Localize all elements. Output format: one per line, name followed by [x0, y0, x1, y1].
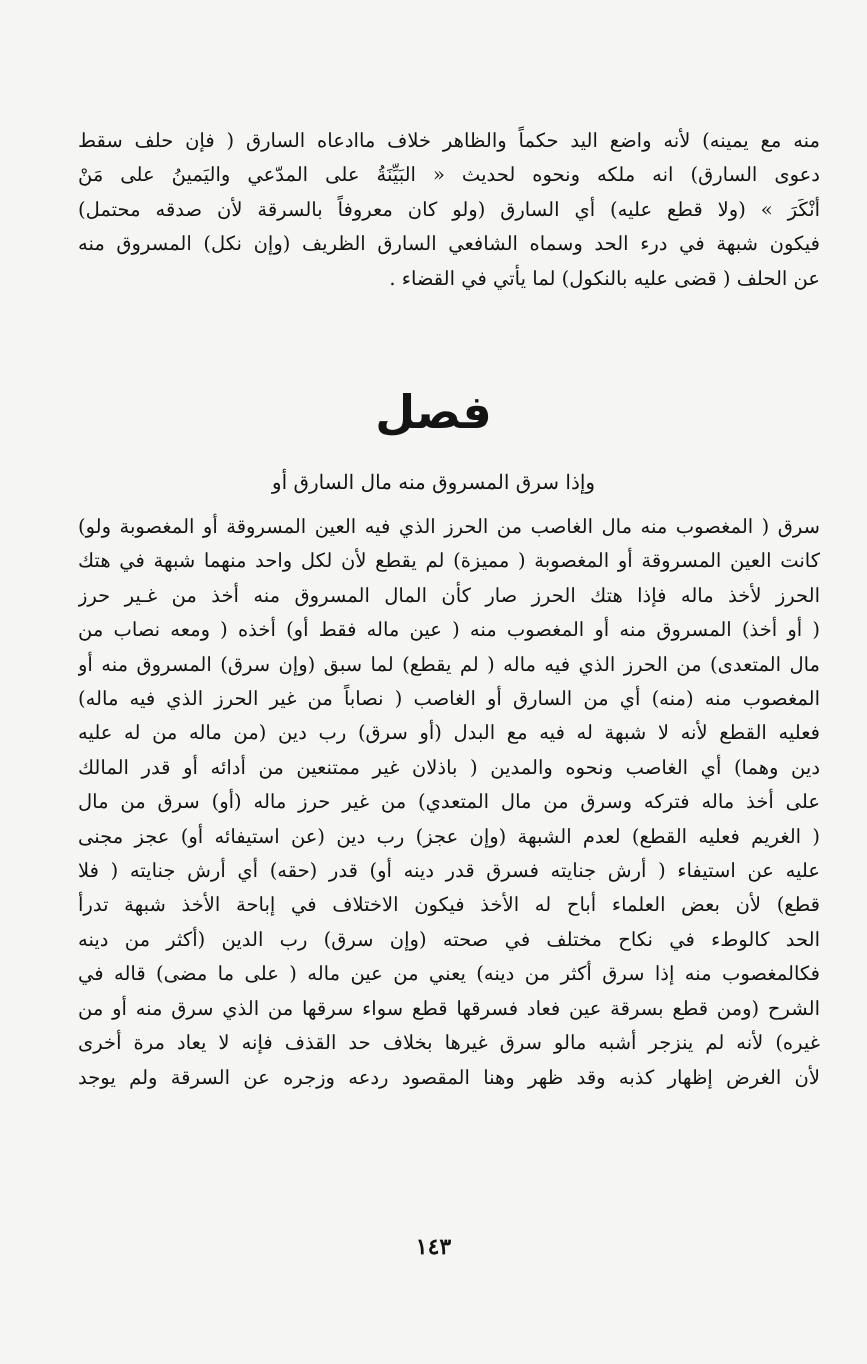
- text-line: لأن الغرض إظهار كذبه وقد ظهر وهنا المقصود ردعه وزجره عن السرقة ولم يوجد: [78, 1065, 820, 1089]
- text-line: قطع) لأن بعض العلماء أباح له الأخذ فيكون الاختلاف في إباحة الأخذ شبهة تدرأ: [78, 893, 820, 917]
- section-heading: فصل: [375, 385, 492, 439]
- paragraph-top: [78, 124, 820, 296]
- text-line: على أخذ ماله فتركه وسرق من مال المتعدي) من غير حرز ماله (أو) سرق من مال: [78, 790, 820, 814]
- text-line: فعليه القطع لأنه لا شبهة له فيه مع البدل (أو سرق) رب دين (من ماله من له عليه: [78, 721, 820, 745]
- text-line: المغصوب منه (منه) أي من السارق أو الغاصب ( نصاباً من غير الحرز الذي فيه ماله): [78, 687, 820, 711]
- text-line: الحد كالوطء في نكاح مختلف في صحته (وإن سرق) رب الدين (أكثر من دينه: [78, 927, 820, 951]
- text-line: ( الغريم فعليه القطع) لعدم الشبهة (وإن عجز) رب دين (عن استيفائه أو) عجز مجنى: [78, 824, 820, 848]
- section-subheading: وإذا سرق المسروق منه مال السارق أو: [271, 470, 596, 494]
- text-line: غيره) لأنه لم ينزجر أشبه مالو سرق غيرها بخلاف حد القذف فإنه لا يعاد مرة أخرى: [78, 1031, 820, 1055]
- text-line: عن الحلف ( قضى عليه بالنكول) لما يأتي في القضاء .: [389, 266, 820, 290]
- text-line: عليه عن استيفاء ( أرش جنايته فسرق قدر دينه أو) قدر (حقه) أي أرش جنايته ( فلا: [78, 859, 820, 883]
- text-line: أنْكَرَ » (ولا قطع عليه) أي السارق (ولو كان معروفاً بالسرقة لأن صدقه محتمل): [78, 197, 820, 221]
- text-line: فيكون شبهة في درء الحد وسماه الشافعي السارق الظريف (وإن نكل) المسروق منه: [78, 232, 820, 256]
- text-line: فكالمغصوب منه إذا سرق أكثر من دينه) يعني من عين ماله ( على ما مضى) قاله في: [78, 962, 820, 986]
- text-line: مال المتعدى) من الحرز الذي فيه ماله ( لم يقطع) لما سبق (وإن سرق) المسروق منه أو: [78, 652, 820, 676]
- text-line: ( أو أخذ) المسروق منه أو المغصوب منه ( عين ماله فقط أو) أخذه ( ومعه نصاب من: [78, 618, 820, 642]
- text-line: دعوى السارق) انه ملكه ونحوه لحديث « البَيِّنَةُ على المدّعي واليَمينُ على مَنْ: [78, 163, 820, 187]
- text-line: سرق ( المغصوب منه مال الغاصب من الحرز الذي فيه العين المسروقة أو المغصوبة ولو): [78, 515, 820, 538]
- text-line: دين وهما) أي الغاصب ونحوه والمدين ( باذلان غير ممتنعين من أدائه أو قدر المالك: [78, 755, 820, 779]
- paragraph-main: [78, 510, 820, 1095]
- text-line: منه مع يمينه) لأنه واضع اليد حكماً والظاهر خلاف ماادعاه السارق ( فإن حلف سقط: [78, 129, 820, 152]
- page-number: ١٤٣: [415, 1234, 452, 1260]
- text-line: الشرح (ومن قطع بسرقة عين فعاد فسرقها قطع سواء سرقها من الذي سرق منه أو من: [78, 996, 820, 1020]
- text-line: الحرز لأخذ ماله فإذا هتك الحرز صار كأن المال المسروق منه أخذ من غـير حرز: [78, 583, 820, 607]
- text-line: كانت العين المسروقة أو المغصوبة ( مميزة) لم يقطع لأن لكل واحد منهما شبهة في هتك: [78, 549, 820, 573]
